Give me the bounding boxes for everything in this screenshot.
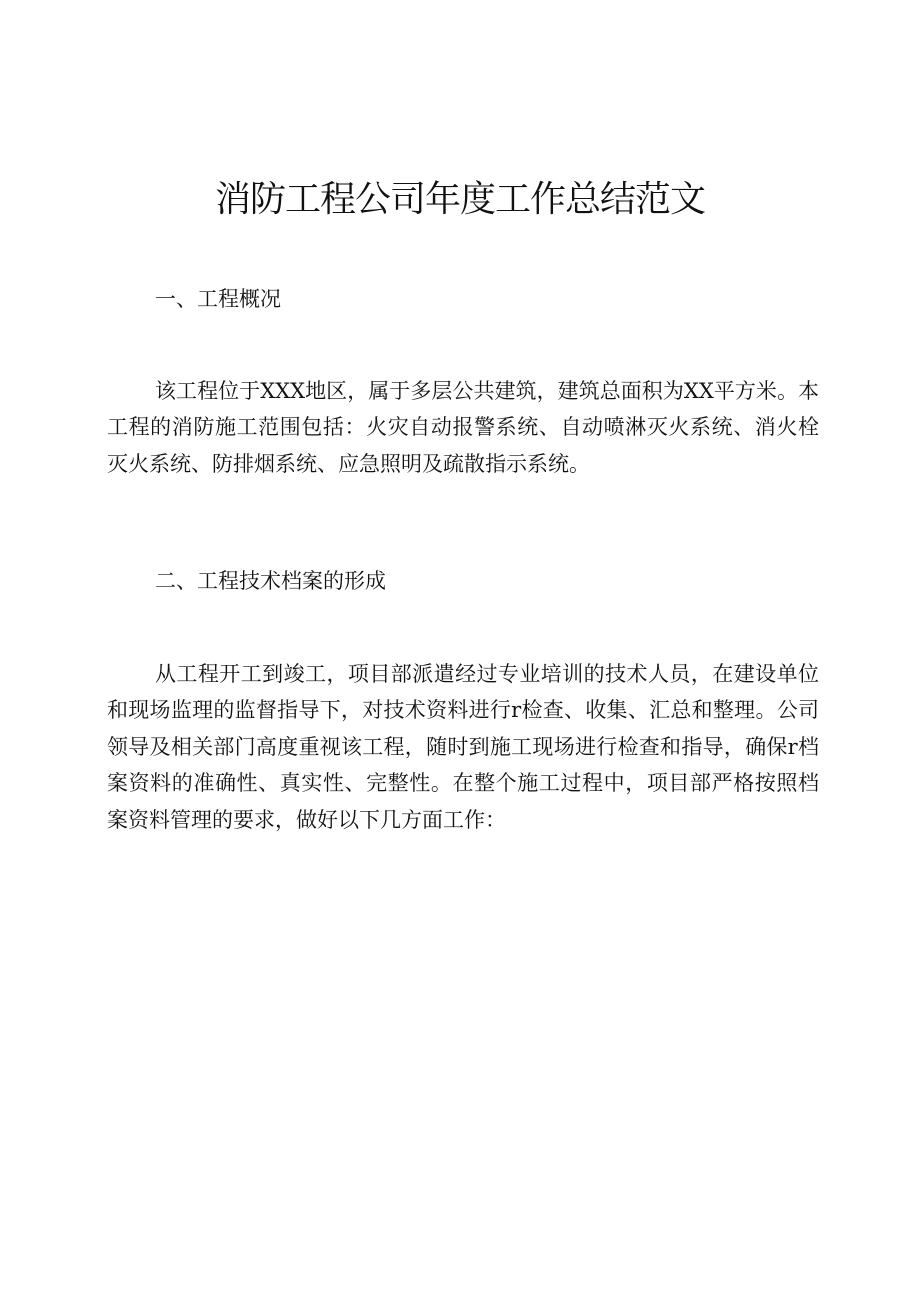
section-heading-technical-archive: 二、工程技术档案的形成 bbox=[155, 569, 386, 593]
section-paragraph-overview: 该工程位于XXX地区，属于多层公共建筑，建筑总面积为XX平方米。本工程的消防施工范围包括：火灾自动报警系统、自动喷淋灭火系统、消火栓灭火系统、防排烟系统、应急照明及疏散指示系统。 bbox=[107, 379, 819, 476]
section-heading-overview: 一、工程概况 bbox=[155, 287, 281, 311]
document-title: 消防工程公司年度工作总结范文 bbox=[214, 179, 705, 220]
section-paragraph-technical-archive: 从工程开工到竣工，项目部派遣经过专业培训的技术人员，在建设单位和现场监理的监督指导下，对技术资料进行r检查、收集、汇总和整理。公司领导及相关部门高度重视该工程，随时到施工现场进行检查和指导，确保r档案资料的准确性、真实性、完整性。在整个施工过程中，项目部严格按照档案资料管理的要求，做好以下几方面工作： bbox=[107, 662, 819, 832]
